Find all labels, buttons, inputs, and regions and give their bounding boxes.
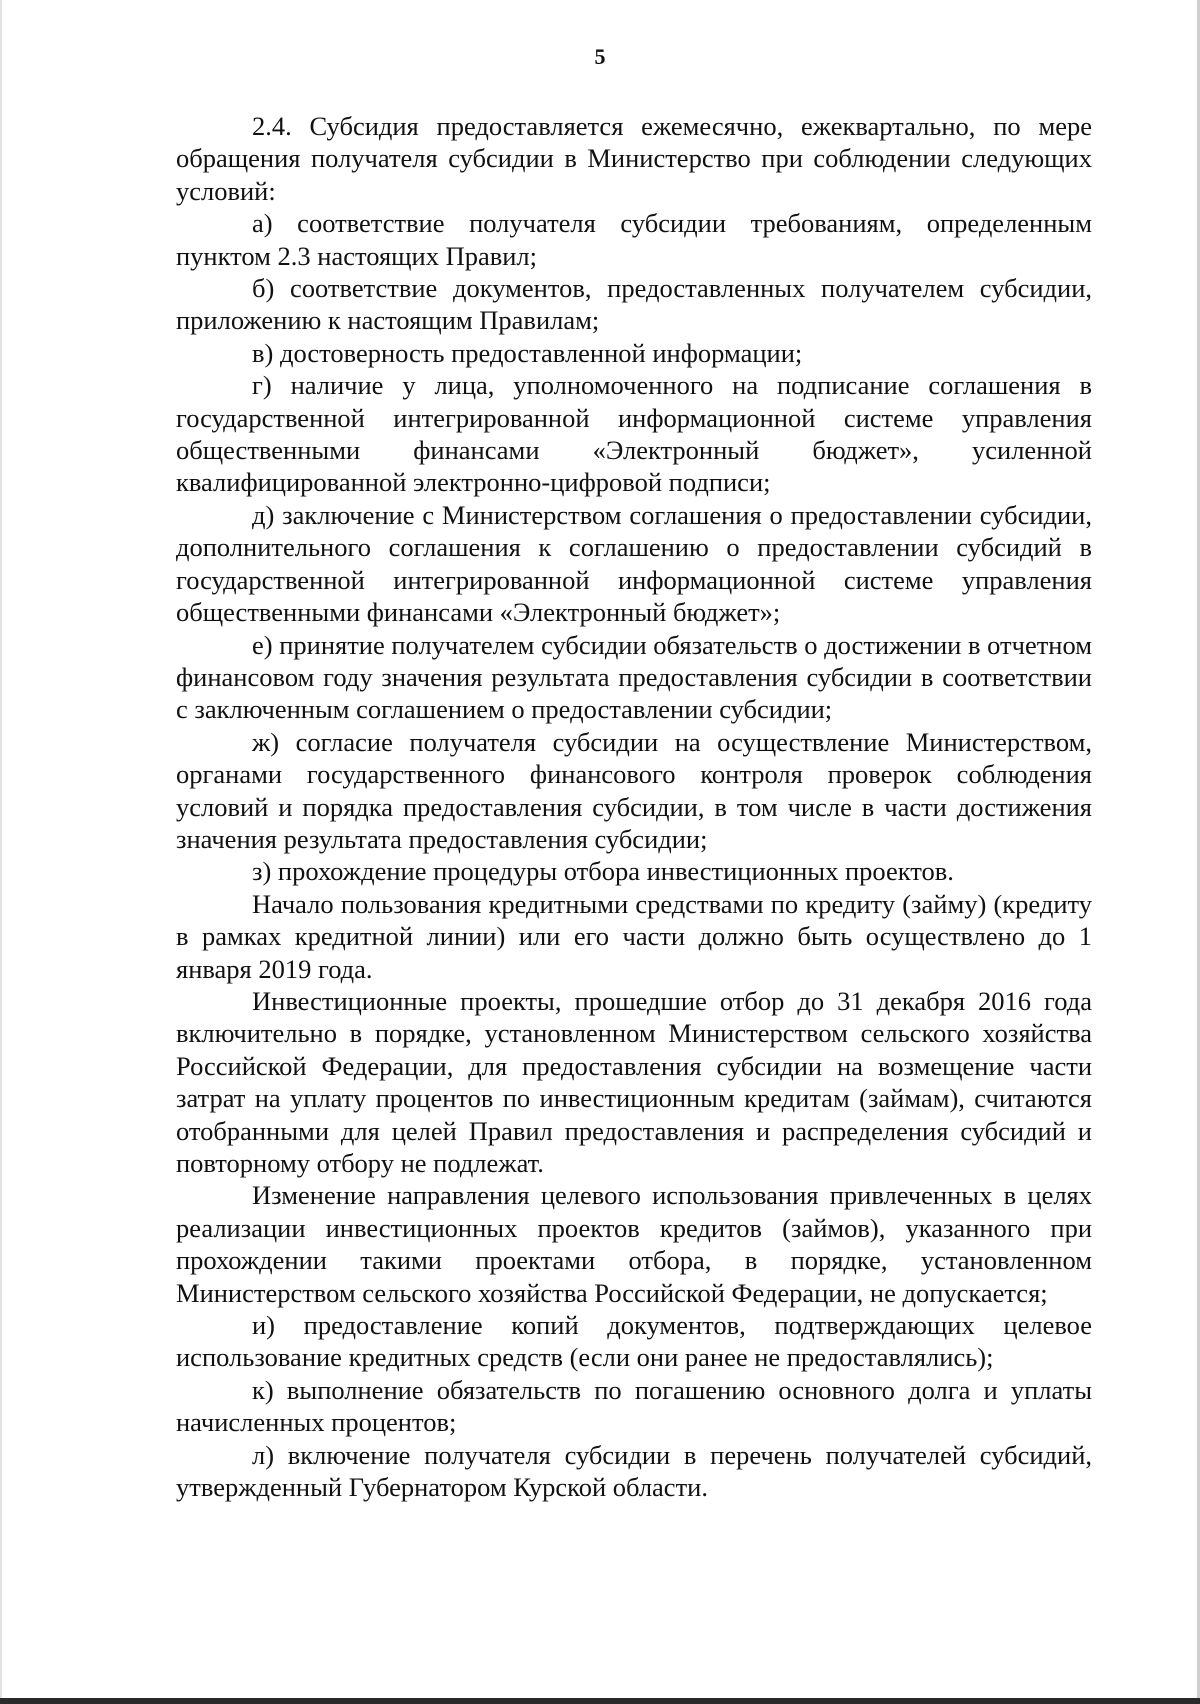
paragraph-2-4: 2.4. Субсидия предоставляется ежемесячно, ежеквартально, по мере обращения получателя субсидии в Министерство при соблюдении следующих условий: [176,111,1092,206]
paragraph-d: д) заключение с Министерством соглашения о предоставлении субсидии, дополнительного соглашения к соглашению о предоставлении субсидий в государственной интегрированной информационной системе управления общественными финансами «Электронный бюджет»; [176,499,1092,628]
paragraph-k: к) выполнение обязательств по погашению основного долга и уплаты начисленных процентов; [176,1374,1092,1438]
paragraph-purpose-change: Изменение направления целевого использования привлеченных в целях реализации инвестиционных проектов кредитов (займов), указанного при прохождении такими проектами отбора, в порядке, установленном Министерством сельского хозяйства Российской Федерации, не допускается; [176,1180,1092,1308]
paragraph-l: л) включение получателя субсидии в перечень получателей субсидий, утвержденный Губернатором Курской области. [176,1439,1092,1503]
paragraph-z: з) прохождение процедуры отбора инвестиционных проектов. [252,856,954,887]
paragraph-g: г) наличие у лица, уполномоченного на подписание соглашения в государственной интегрированной информационной системе управления общественными финансами «Электронный бюджет», усиленной квалифицированной электронно-цифровой подписи; [176,370,1092,498]
paragraph-b: б) соответствие документов, предоставленных получателем субсидии, приложению к настоящим Правилам; [176,273,1092,336]
paragraph-e: е) принятие получателем субсидии обязательств о достижении в отчетном финансовом году значения результата предоставления субсидии в соответствии с заключенным соглашением о предоставлении субсидии; [176,629,1092,725]
paragraph-v: в) достоверность предоставленной информации; [252,337,803,368]
scan-edge-bottom [0,1698,1200,1704]
paragraph-a: а) соответствие получателя субсидии требованиям, определенным пунктом 2.3 настоящих Правил; [176,208,1092,271]
page-number: 5 [594,44,606,69]
paragraph-credit-start: Начало пользования кредитными средствами по кредиту (займу) (кредиту в рамках кредитной линии) или его части должно быть осуществлено до 1 января 2019 года. [176,888,1092,984]
paragraph-zh: ж) согласие получателя субсидии на осуществление Министерством, органами государственного финансового контроля проверок соблюдения условий и порядка предоставления субсидии, в том числе в части достижения значения результата предоставления субсидии; [176,726,1092,854]
scan-edge-left [0,0,2,1704]
document-body [176,110,1092,1503]
paragraph-investment-projects: Инвестиционные проекты, прошедшие отбор до 31 декабря 2016 года включительно в порядке, установленном Министерством сельского хозяйства Российской Федерации, для предоставления субсидии на возмещение части затрат на уплату процентов по инвестиционным кредитам (займам), считаются отобранными для целей Правил предоставления и распределения субсидий и повторному отбору не подлежат. [176,985,1092,1178]
paragraph-i: и) предоставление копий документов, подтверждающих целевое использование кредитных средств (если они ранее не предоставлялись); [176,1310,1092,1373]
